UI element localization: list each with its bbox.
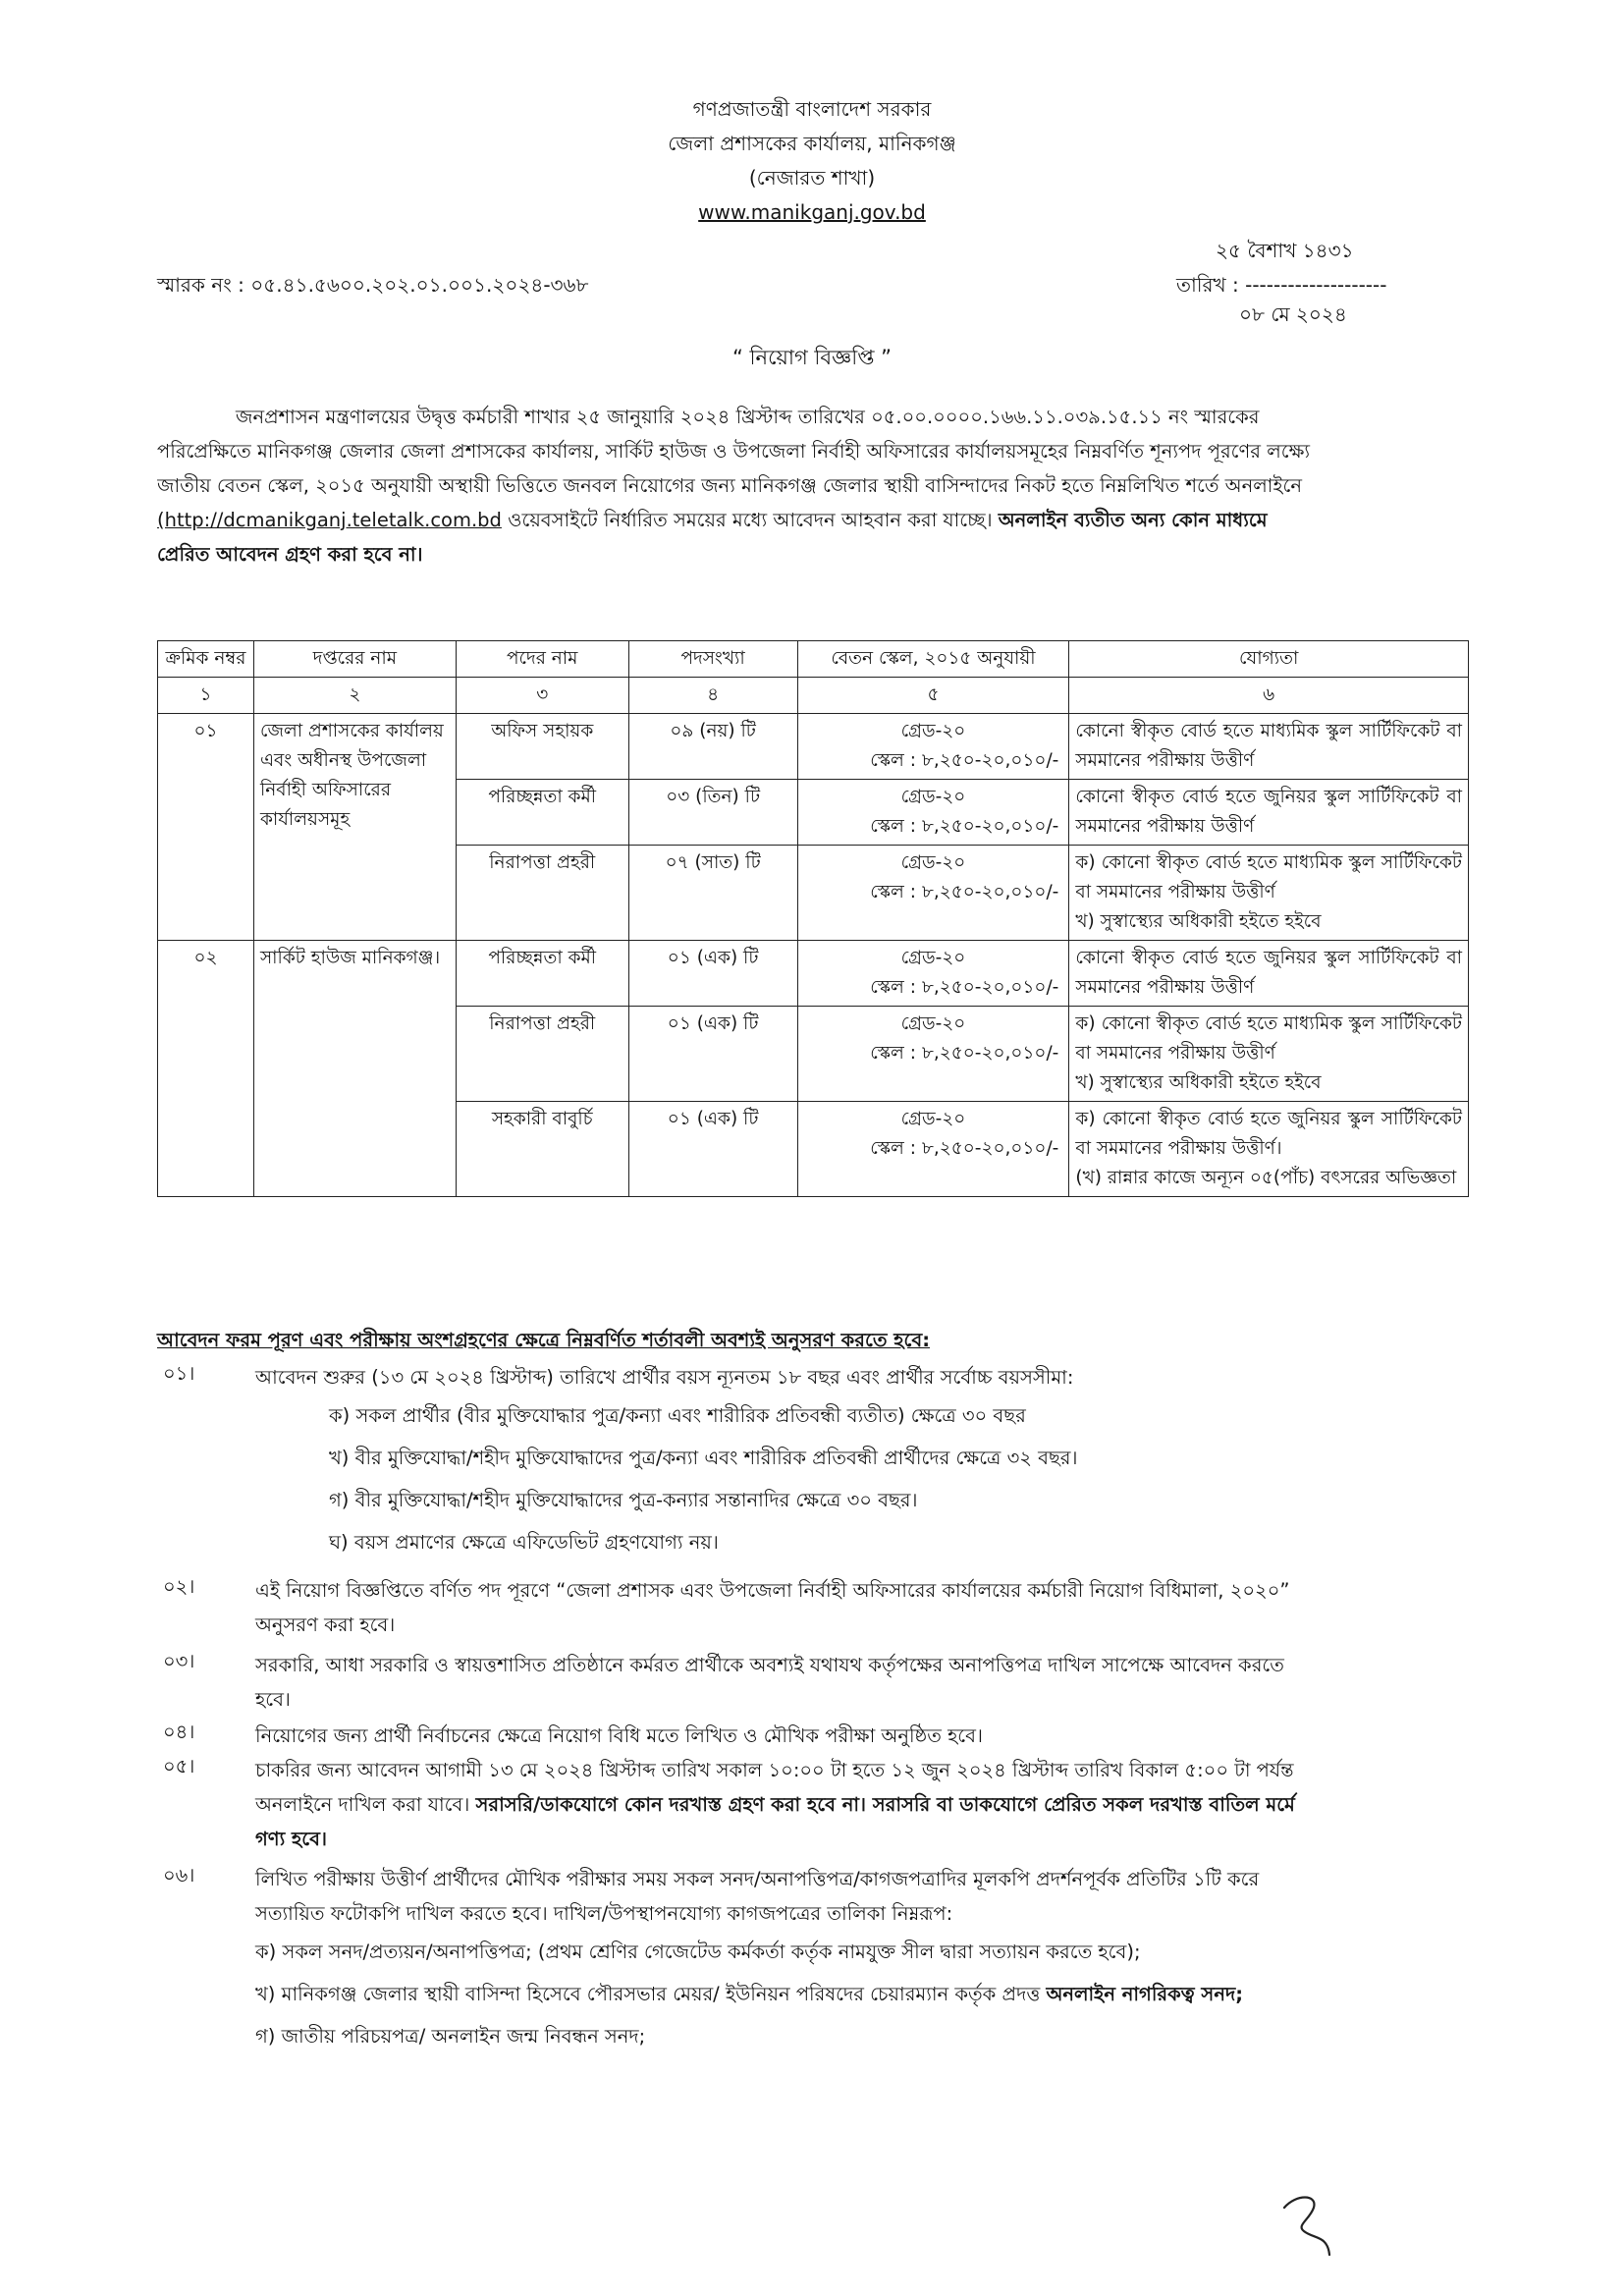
header-cell: দপ্তরের নাম — [253, 641, 456, 678]
post-cell: পরিচ্ছন্নতা কর্মী — [456, 941, 628, 1007]
post-cell: নিরাপত্তা প্রহরী — [456, 846, 628, 941]
scale-text: স্কেল : ৮,২৫০-২০,০১০/- — [870, 1043, 1059, 1064]
scale-text: স্কেল : ৮,২৫০-২০,০১০/- — [870, 882, 1059, 902]
term-item — [157, 1360, 1469, 1563]
table-header-row — [158, 641, 1469, 678]
header-cell: পদসংখ্যা — [628, 641, 797, 678]
website-link[interactable]: www.manikganj.gov.bd — [698, 200, 926, 224]
scale-text: স্কেল : ৮,২৫০-২০,০১০/- — [870, 1138, 1059, 1159]
term-number: ০৩। — [163, 1650, 195, 1672]
term-bold-text: গণ্য হবে। — [255, 1828, 327, 1850]
qualification-cell — [1069, 1102, 1469, 1197]
post-cell: অফিস সহায়ক — [456, 714, 628, 780]
post-cell: সহকারী বাবুর্চি — [456, 1102, 628, 1197]
term-text: সরকারি, আধা সরকারি ও স্বায়ত্তশাসিত প্রতিষ্ঠানে কর্মরত প্রার্থীকে অবশ্যই যথাযথ কর্তৃপক্ষের অনাপত্তিপত্র দাখিল সাপেক্ষে আবেদন করতে — [255, 1654, 1284, 1676]
qualification-cell — [1069, 1007, 1469, 1102]
term-text: আবেদন শুরুর (১৩ মে ২০২৪ খ্রিস্টাব্দ) তারিখে প্রার্থীর বয়স ন্যূনতম ১৮ বছর এবং প্রার্থীর সর্বোচ্চ বয়সসীমা: — [255, 1366, 1074, 1389]
scale-cell — [797, 846, 1069, 941]
notice-title: “ নিয়োগ বিজ্ঞপ্তি ” — [731, 346, 893, 369]
term-number: ০১। — [163, 1362, 195, 1385]
term-subitem: ঘ) বয়স প্রমাণের ক্ষেত্রে এফিডেভিট গ্রহণযোগ্য নয়। — [329, 1531, 719, 1554]
scale-cell — [797, 780, 1069, 846]
term-number: ০৪। — [163, 1721, 195, 1743]
term-text: এই নিয়োগ বিজ্ঞপ্তিতে বর্ণিত পদ পূরণে “জেলা প্রশাসক এবং উপজেলা নির্বাহী অফিসারের কার্যালয়ের কর্মচারী নিয়োগ বিধিমালা, ২০২০” — [255, 1579, 1290, 1602]
term-normal-text: অনলাইনে দাখিল করা যাবে। — [255, 1793, 476, 1816]
qualification-text: খ) সুস্বাস্থ্যের অধিকারী হইতে হইবে — [1075, 1072, 1322, 1093]
scale-cell — [797, 1102, 1069, 1197]
terms-section — [157, 1325, 1469, 2057]
column-number: ২ — [253, 678, 456, 714]
grade-text: গ্রেড-২০ — [900, 1013, 966, 1034]
date-label: তারিখ : -------------------- — [1176, 273, 1387, 297]
scale-cell — [797, 1007, 1069, 1102]
office-cell: সার্কিট হাউজ মানিকগঞ্জ। — [253, 941, 456, 1197]
term-subitem — [255, 1973, 1469, 2015]
term-subitem: গ) বীর মুক্তিযোদ্ধা/শহীদ মুক্তিযোদ্ধাদের পুত্র-কন্যার সন্তানাদির ক্ষেত্রে ৩০ বছর। — [329, 1489, 918, 1511]
intro-paragraph — [157, 400, 1469, 572]
intro-text: ওয়েবসাইটে নির্ধারিত সময়ের মধ্যে আবেদন আহবান করা যাচ্ছে। — [501, 509, 999, 531]
qualification-text: ক) কোনো স্বীকৃত বোর্ড হতে মাধ্যমিক স্কুল সার্টিফিকেট বা সমমানের পরীক্ষায় উত্তীর্ণ — [1075, 1013, 1462, 1064]
intro-line — [157, 503, 1469, 537]
scale-text: স্কেল : ৮,২৫০-২০,০১০/- — [870, 816, 1059, 837]
grade-text: গ্রেড-২০ — [900, 787, 966, 807]
table-row — [158, 714, 1469, 780]
vacancy-table — [157, 640, 1469, 1197]
column-number-row — [158, 678, 1469, 714]
count-cell: ০৭ (সাত) টি — [628, 846, 797, 941]
column-number: ৩ — [456, 678, 628, 714]
term-text — [255, 1787, 1469, 1822]
qualification-text: (খ) রান্নার কাজে অন্যূন ০৫(পাঁচ) বৎসরের অভিজ্ঞতা — [1075, 1168, 1457, 1188]
term-normal-text: খ) মানিকগঞ্জ জেলার স্থায়ী বাসিন্দা হিসেবে পৌরসভার মেয়র/ ইউনিয়ন পরিষদের চেয়ারম্যান কর্তৃক প্রদত্ত — [255, 1983, 1047, 2005]
serial-cell: ০২ — [158, 941, 254, 1197]
intro-bold-text: অনলাইন ব্যতীত অন্য কোন মাধ্যমে — [998, 509, 1268, 531]
govt-name: গণপ্রজাতন্ত্রী বাংলাদেশ সরকার — [692, 97, 932, 121]
date-english: ০৮ মে ২০২৪ — [1239, 302, 1347, 326]
count-cell: ০১ (এক) টি — [628, 1007, 797, 1102]
grade-text: গ্রেড-২০ — [900, 721, 966, 741]
term-text: হবে। — [255, 1688, 291, 1711]
count-cell: ০৩ (তিন) টি — [628, 780, 797, 846]
header-cell: যোগ্যতা — [1069, 641, 1469, 678]
intro-line: জনপ্রশাসন মন্ত্রণালয়ের উদ্বৃত্ত কর্মচারী শাখার ২৫ জানুয়ারি ২০২৪ খ্রিস্টাব্দ তারিখের ০৫.০০.০০০০.১৬৬.১১.০৩৯.১৫.১১ নং স্মারকের — [236, 406, 1260, 428]
term-item — [157, 1862, 1469, 2057]
scale-cell — [797, 941, 1069, 1007]
count-cell: ০১ (এক) টি — [628, 1102, 797, 1197]
term-subitem: ক) সকল সনদ/প্রত্যয়ন/অনাপত্তিপত্র; (প্রথম শ্রেণির গেজেটেড কর্মকর্তা কর্তৃক নামযুক্ত সীল দ্বারা সত্যায়ন করতে হবে); — [255, 1941, 1141, 1963]
term-item — [157, 1753, 1469, 1856]
header-cell: বেতন স্কেল, ২০১৫ অনুযায়ী — [797, 641, 1069, 678]
date-bangla: ২৫ বৈশাখ ১৪৩১ — [1216, 239, 1354, 262]
qualification-text: ক) কোনো স্বীকৃত বোর্ড হতে জুনিয়র স্কুল সার্টিফিকেট বা সমমানের পরীক্ষায় উত্তীর্ণ। — [1075, 1109, 1462, 1159]
term-item — [157, 1573, 1469, 1642]
scale-text: স্কেল : ৮,২৫০-২০,০১০/- — [870, 977, 1059, 998]
intro-line: প্রেরিত আবেদন গ্রহণ করা হবে না। — [157, 543, 423, 566]
column-number: ৫ — [797, 678, 1069, 714]
term-text: অনুসরণ করা হবে। — [255, 1613, 396, 1636]
term-text: নিয়োগের জন্য প্রার্থী নির্বাচনের ক্ষেত্রে নিয়োগ বিধি মতে লিখিত ও মৌখিক পরীক্ষা অনুষ্ঠিত হবে। — [255, 1724, 983, 1747]
scale-cell — [797, 714, 1069, 780]
term-bold-text: সরাসরি/ডাকযোগে কোন দরখাস্ত গ্রহণ করা হবে না। সরাসরি বা ডাকযোগে প্রেরিত সকল দরখাস্ত বাতিল মর্মে — [475, 1793, 1295, 1816]
term-subitem: গ) জাতীয় পরিচয়পত্র/ অনলাইন জন্ম নিবন্ধন সনদ; — [255, 2025, 646, 2048]
term-text: চাকরির জন্য আবেদন আগামী ১৩ মে ২০২৪ খ্রিস্টাব্দ তারিখ সকাল ১০:০০ টা হতে ১২ জুন ২০২৪ খ্রিস্টাব্দ তারিখ বিকাল ৫:০০ টা পর্যন্ত — [255, 1759, 1294, 1781]
scale-text: স্কেল : ৮,২৫০-২০,০১০/- — [870, 750, 1059, 771]
office-name: জেলা প্রশাসকের কার্যালয়, মানিকগঞ্জ — [668, 132, 956, 155]
term-number: ০২। — [163, 1575, 195, 1598]
qualification-cell — [1069, 846, 1469, 941]
qualification-cell: কোনো স্বীকৃত বোর্ড হতে জুনিয়র স্কুল সার্টিফিকেট বা সমমানের পরীক্ষায় উত্তীর্ণ — [1069, 941, 1469, 1007]
qualification-text: খ) সুস্বাস্থ্যের অধিকারী হইতে হইবে — [1075, 911, 1322, 932]
branch-name: (নেজারত শাখা) — [748, 166, 876, 190]
serial-cell: ০১ — [158, 714, 254, 941]
header-cell: পদের নাম — [456, 641, 628, 678]
terms-heading: আবেদন ফরম পূরণ এবং পরীক্ষায় অংশগ্রহণের ক্ষেত্রে নিম্নবর্ণিত শর্তাবলী অবশ্যই অনুসরণ করতে হবে: — [157, 1329, 931, 1351]
application-website-link[interactable]: (http://dcmanikganj.teletalk.com.bd — [157, 509, 502, 531]
post-cell: পরিচ্ছন্নতা কর্মী — [456, 780, 628, 846]
term-number: ০৫। — [163, 1755, 195, 1777]
column-number: ৬ — [1069, 678, 1469, 714]
term-item — [157, 1648, 1469, 1717]
term-subitem: ক) সকল প্রার্থীর (বীর মুক্তিযোদ্ধার পুত্র/কন্যা এবং শারীরিক প্রতিবন্ধী ব্যতীত) ক্ষেত্রে ৩০ বছর — [329, 1404, 1026, 1427]
grade-text: গ্রেড-২০ — [900, 1109, 966, 1129]
term-subitem: খ) বীর মুক্তিযোদ্ধা/শহীদ মুক্তিযোদ্ধাদের পুত্র/কন্যা এবং শারীরিক প্রতিবন্ধী প্রার্থীদের ক্ষেত্রে ৩২ বছর। — [329, 1447, 1078, 1469]
grade-text: গ্রেড-২০ — [900, 948, 966, 968]
qualification-cell: কোনো স্বীকৃত বোর্ড হতে জুনিয়র স্কুল সার্টিফিকেট বা সমমানের পরীক্ষায় উত্তীর্ণ — [1069, 780, 1469, 846]
term-number: ০৬। — [163, 1864, 195, 1886]
qualification-cell: কোনো স্বীকৃত বোর্ড হতে মাধ্যমিক স্কুল সার্টিফিকেট বা সমমানের পরীক্ষায় উত্তীর্ণ — [1069, 714, 1469, 780]
term-bold-text: অনলাইন নাগরিকত্ব সনদ; — [1046, 1983, 1243, 2005]
office-cell: জেলা প্রশাসকের কার্যালয় এবং অধীনস্থ উপজেলা নির্বাহী অফিসারের কার্যালয়সমূহ — [253, 714, 456, 941]
intro-line: জাতীয় বেতন স্কেল, ২০১৫ অনুযায়ী অস্থায়ী ভিত্তিতে জনবল নিয়োগের জন্য মানিকগঞ্জ জেলার স্থায়ী বাসিন্দাদের নিকট হতে নিম্নলিখিত শর্তে অনলাইনে — [157, 474, 1303, 497]
initial-signature — [1274, 2186, 1353, 2265]
intro-line: পরিপ্রেক্ষিতে মানিকগঞ্জ জেলার জেলা প্রশাসকের কার্যালয়, সার্কিট হাউজ ও উপজেলা নির্বাহী অফিসারের কার্যালয়সমূহের নিম্নবর্ণিত শূন্যপদ পূরণের লক্ষ্যে — [157, 440, 1311, 463]
qualification-text: ক) কোনো স্বীকৃত বোর্ড হতে মাধ্যমিক স্কুল সার্টিফিকেট বা সমমানের পরীক্ষায় উত্তীর্ণ — [1075, 852, 1462, 902]
column-number: ৪ — [628, 678, 797, 714]
column-number: ১ — [158, 678, 254, 714]
memo-number: স্মারক নং : ০৫.৪১.৫৬০০.২০২.০১.০০১.২০২৪-৩৬৮ — [157, 273, 589, 297]
post-cell: নিরাপত্তা প্রহরী — [456, 1007, 628, 1102]
term-text: লিখিত পরীক্ষায় উত্তীর্ণ প্রার্থীদের মৌখিক পরীক্ষার সময় সকল সনদ/অনাপত্তিপত্র/কাগজপত্রাদির মূলকপি প্রদর্শনপূর্বক প্রতিটির ১টি করে — [255, 1868, 1260, 1890]
term-text: সত্যায়িত ফটোকপি দাখিল করতে হবে। দাখিল/উপস্থাপনযোগ্য কাগজপত্রের তালিকা নিম্নরূপ: — [255, 1902, 953, 1925]
count-cell: ০৯ (নয়) টি — [628, 714, 797, 780]
grade-text: গ্রেড-২০ — [900, 852, 966, 873]
count-cell: ০১ (এক) টি — [628, 941, 797, 1007]
table-row — [158, 941, 1469, 1007]
header-cell: ক্রমিক নম্বর — [158, 641, 254, 678]
term-item — [157, 1719, 1469, 1753]
